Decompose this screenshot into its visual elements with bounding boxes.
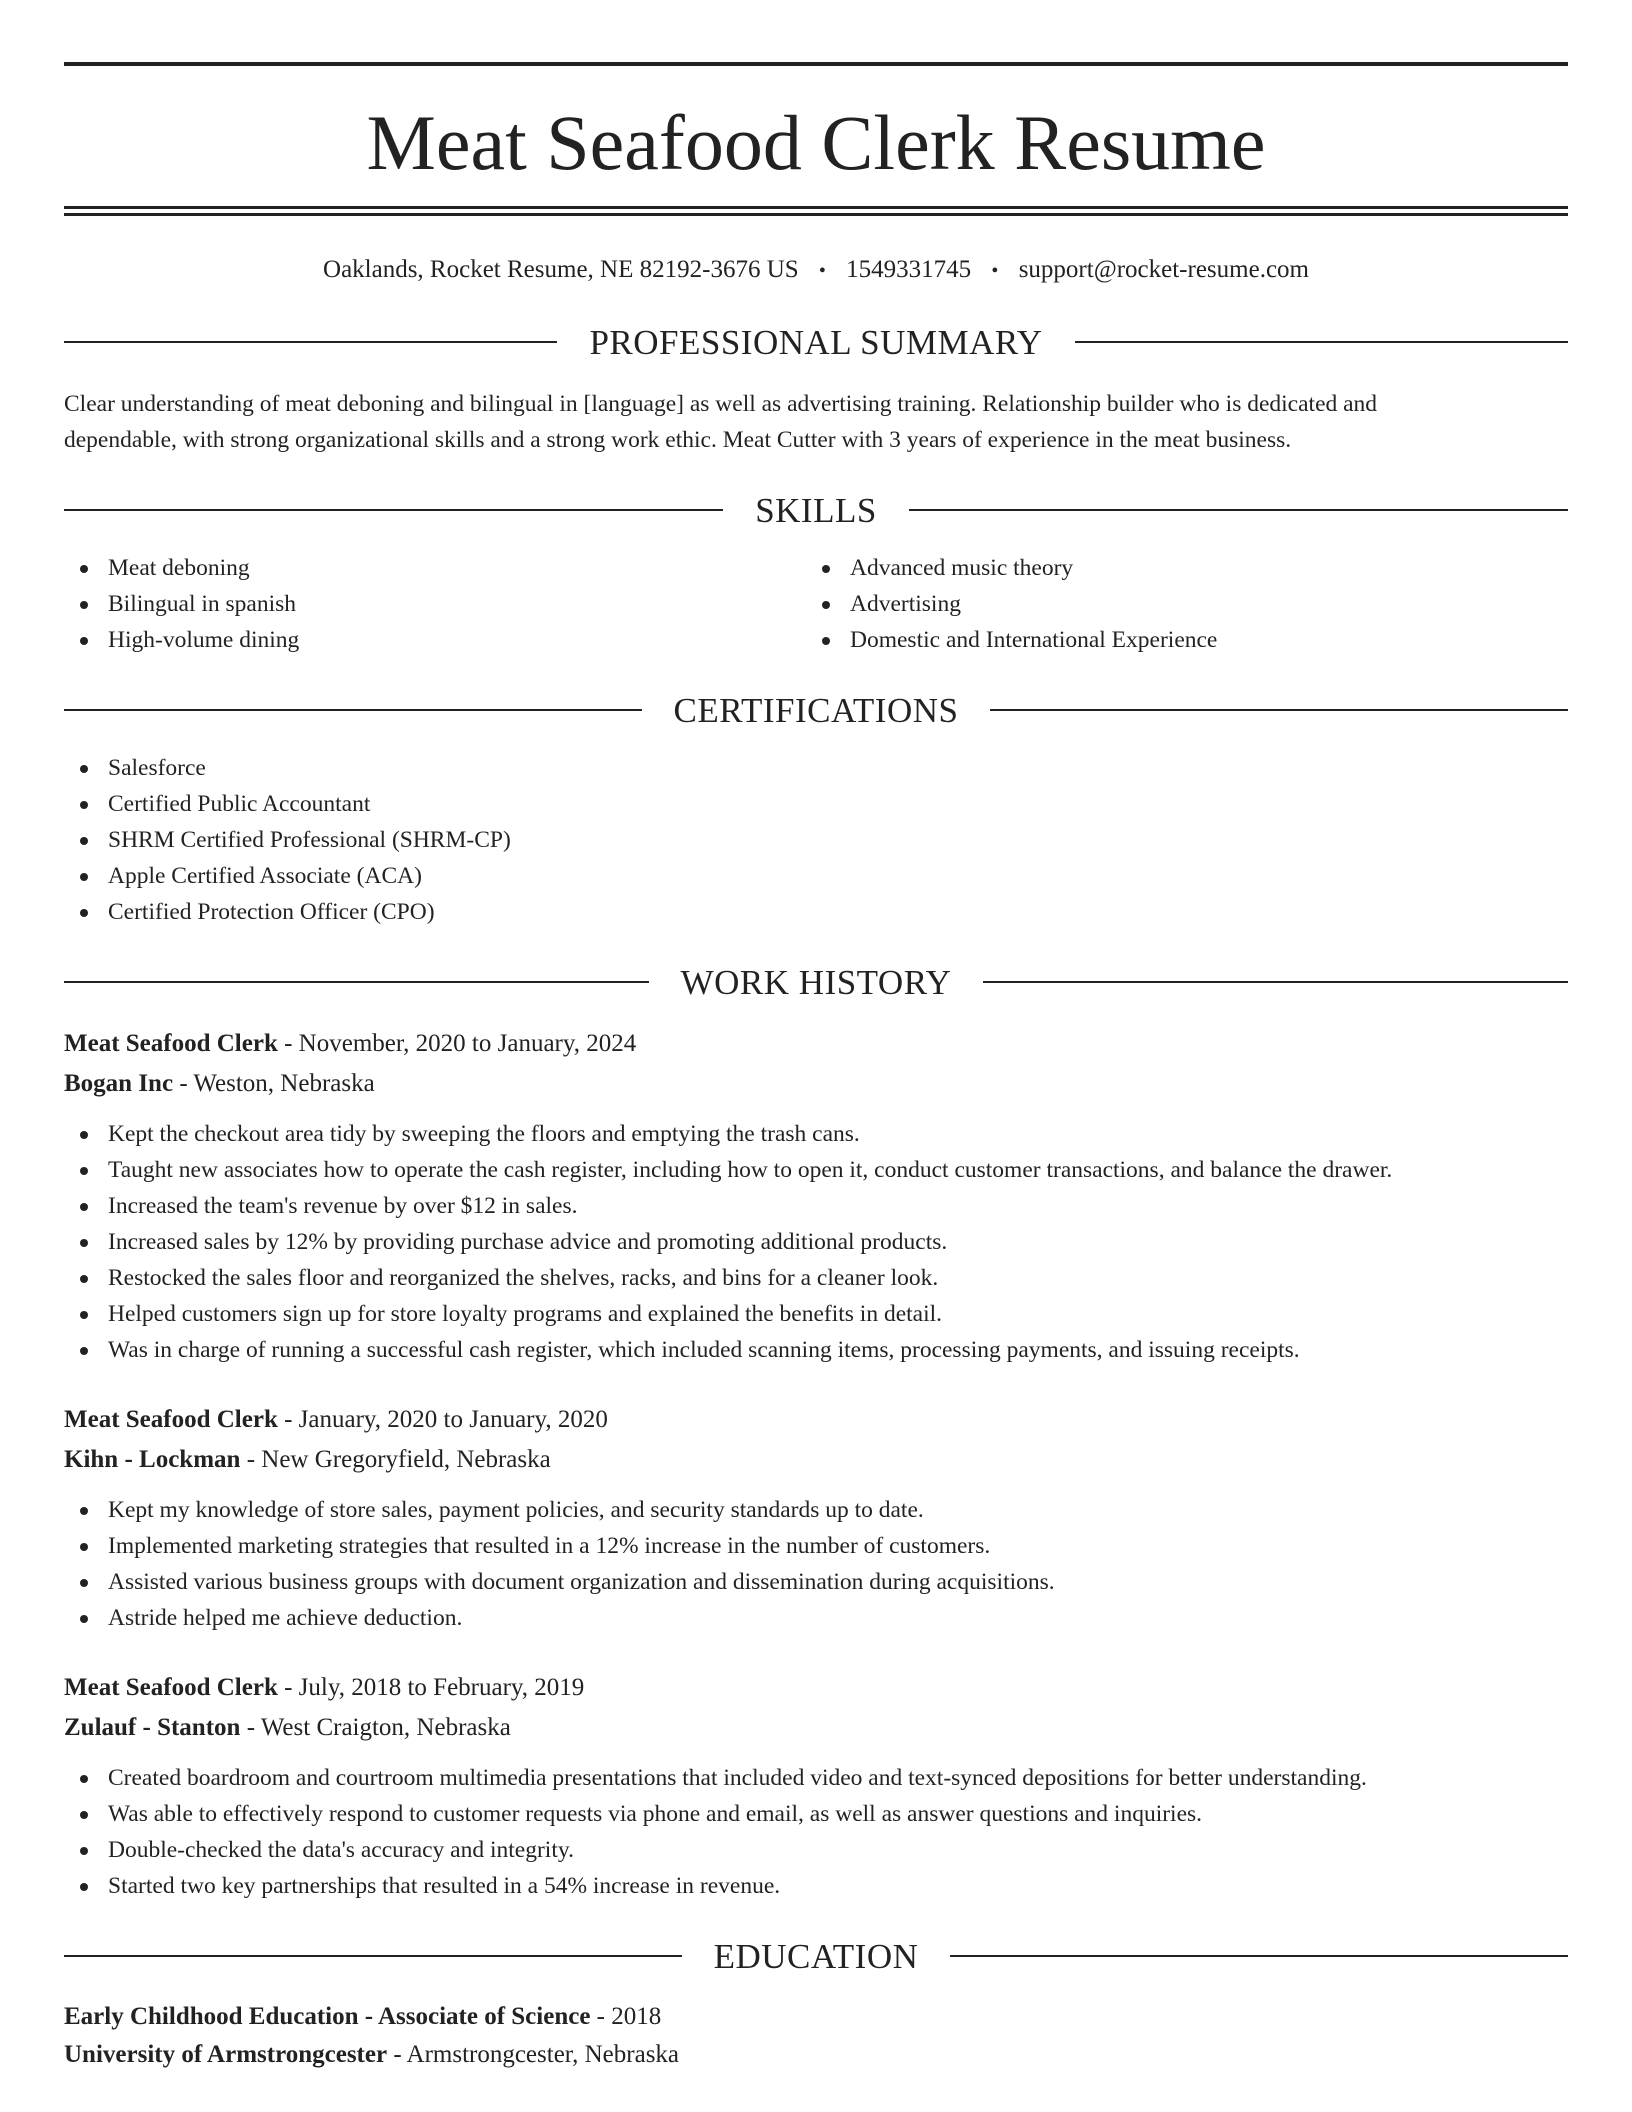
job-title-line — [64, 1400, 1568, 1440]
job-bullets — [64, 1492, 1568, 1636]
job-entry — [64, 1668, 1568, 1904]
skills-columns — [64, 550, 1568, 658]
certification-item: Certified Protection Officer (CPO) — [64, 894, 1568, 930]
job-entry — [64, 1400, 1568, 1636]
contact-separator: • — [818, 260, 826, 282]
certifications-heading — [64, 680, 1568, 740]
job-company-line — [64, 1708, 1568, 1748]
heading-rule-left — [64, 1955, 682, 1957]
job-bullet: Double-checked the data's accuracy and integrity. — [64, 1832, 1568, 1868]
title-double-rule — [64, 206, 1568, 216]
job-company-line — [64, 1440, 1568, 1480]
skill-item: Domestic and International Experience — [806, 622, 1548, 658]
job-location: - West Craigton, Nebraska — [240, 1714, 511, 1741]
education-heading-label: EDUCATION — [713, 1936, 919, 1976]
job-company-line — [64, 1064, 1568, 1104]
summary-text — [64, 386, 1568, 458]
certification-item: Apple Certified Associate (ACA) — [64, 858, 1568, 894]
summary-heading-label: PROFESSIONAL SUMMARY — [589, 322, 1043, 362]
education-school-line — [64, 2036, 1568, 2074]
skills-left-list — [64, 550, 806, 658]
heading-rule-right — [983, 981, 1568, 983]
skill-item: Bilingual in spanish — [64, 586, 806, 622]
contact-email: support@rocket-resume.com — [1018, 256, 1309, 283]
certification-item: SHRM Certified Professional (SHRM-CP) — [64, 822, 1568, 858]
job-bullet: Implemented marketing strategies that resulted in a 12% increase in the number of customers. — [64, 1528, 1568, 1564]
education-degree: Early Childhood Education - Associate of Science — [64, 2003, 591, 2030]
skills-heading-label: SKILLS — [755, 490, 877, 530]
education-year: - 2018 — [590, 2003, 662, 2030]
education-location: - Armstrongcester, Nebraska — [387, 2041, 680, 2068]
skill-item: Advanced music theory — [806, 550, 1548, 586]
job-bullet: Kept the checkout area tidy by sweeping the floors and emptying the trash cans. — [64, 1116, 1568, 1152]
summary-line: dependable, with strong organizational skills and a strong work ethic. Meat Cutter with 3 years of experience in the meat business. — [64, 427, 1292, 453]
resume-page — [64, 62, 1568, 2074]
job-bullet: Taught new associates how to operate the cash register, including how to open it, conduct customer transactions, and balance the drawer. — [64, 1152, 1568, 1188]
job-dates: - November, 2020 to January, 2024 — [277, 1030, 637, 1057]
heading-rule-right — [950, 1955, 1568, 1957]
job-bullet: Created boardroom and courtroom multimedia presentations that included video and text-synced depositions for better understanding. — [64, 1760, 1568, 1796]
job-bullet: Was able to effectively respond to customer requests via phone and email, as well as answer questions and inquiries. — [64, 1796, 1568, 1832]
skills-heading — [64, 480, 1568, 540]
heading-rule-right — [1075, 341, 1568, 343]
certification-item: Certified Public Accountant — [64, 786, 1568, 822]
job-company: Bogan Inc — [64, 1070, 174, 1097]
certification-item: Salesforce — [64, 750, 1568, 786]
skill-item: Meat deboning — [64, 550, 806, 586]
education-degree-line — [64, 1998, 1568, 2036]
job-title-line — [64, 1024, 1568, 1064]
contact-phone: 1549331745 — [846, 256, 972, 283]
job-location: - Weston, Nebraska — [173, 1070, 375, 1097]
job-bullet: Was in charge of running a successful cash register, which included scanning items, processing payments, and issuing receipts. — [64, 1332, 1568, 1368]
heading-rule-left — [64, 981, 649, 983]
certifications-heading-label: CERTIFICATIONS — [673, 690, 959, 730]
job-title-line — [64, 1668, 1568, 1708]
job-bullet: Astride helped me achieve deduction. — [64, 1600, 1568, 1636]
job-bullet: Kept my knowledge of store sales, payment policies, and security standards up to date. — [64, 1492, 1568, 1528]
heading-rule-right — [909, 509, 1568, 511]
skill-item: Advertising — [806, 586, 1548, 622]
top-rule — [64, 62, 1568, 66]
job-dates: - January, 2020 to January, 2020 — [277, 1406, 608, 1433]
job-bullets — [64, 1116, 1568, 1368]
job-bullet: Started two key partnerships that resulted in a 54% increase in revenue. — [64, 1868, 1568, 1904]
job-title: Meat Seafood Clerk — [64, 1030, 278, 1057]
job-bullet: Increased the team's revenue by over $12 in sales. — [64, 1188, 1568, 1224]
heading-rule-right — [990, 709, 1568, 711]
contact-line — [64, 250, 1568, 290]
certifications-list — [64, 750, 1568, 930]
skills-right-list — [806, 550, 1548, 658]
job-company: Kihn - Lockman — [64, 1446, 241, 1473]
job-bullet: Restocked the sales floor and reorganized the shelves, racks, and bins for a cleaner look. — [64, 1260, 1568, 1296]
heading-rule-left — [64, 341, 557, 343]
job-bullet: Increased sales by 12% by providing purchase advice and promoting additional products. — [64, 1224, 1568, 1260]
job-company: Zulauf - Stanton — [64, 1714, 241, 1741]
heading-rule-left — [64, 709, 642, 711]
job-dates: - July, 2018 to February, 2019 — [277, 1674, 585, 1701]
heading-rule-left — [64, 509, 723, 511]
summary-heading — [64, 312, 1568, 372]
job-bullet: Assisted various business groups with document organization and dissemination during acquisitions. — [64, 1564, 1568, 1600]
job-location: - New Gregoryfield, Nebraska — [240, 1446, 551, 1473]
education-school: University of Armstrongcester — [64, 2041, 388, 2068]
contact-separator: • — [991, 260, 999, 282]
job-entry — [64, 1024, 1568, 1368]
work-history-heading-label: WORK HISTORY — [680, 962, 952, 1002]
job-title: Meat Seafood Clerk — [64, 1674, 278, 1701]
work-history-heading — [64, 952, 1568, 1012]
job-bullet: Helped customers sign up for store loyalty programs and explained the benefits in detail. — [64, 1296, 1568, 1332]
job-bullets — [64, 1760, 1568, 1904]
contact-address: Oaklands, Rocket Resume, NE 82192-3676 US — [323, 256, 799, 283]
resume-title: Meat Seafood Clerk Resume — [366, 99, 1266, 186]
job-title: Meat Seafood Clerk — [64, 1406, 278, 1433]
summary-line: Clear understanding of meat deboning and bilingual in [language] as well as advertising training. Relationship builder who is dedicated and — [64, 391, 1378, 417]
skill-item: High-volume dining — [64, 622, 806, 658]
education-heading — [64, 1926, 1568, 1986]
